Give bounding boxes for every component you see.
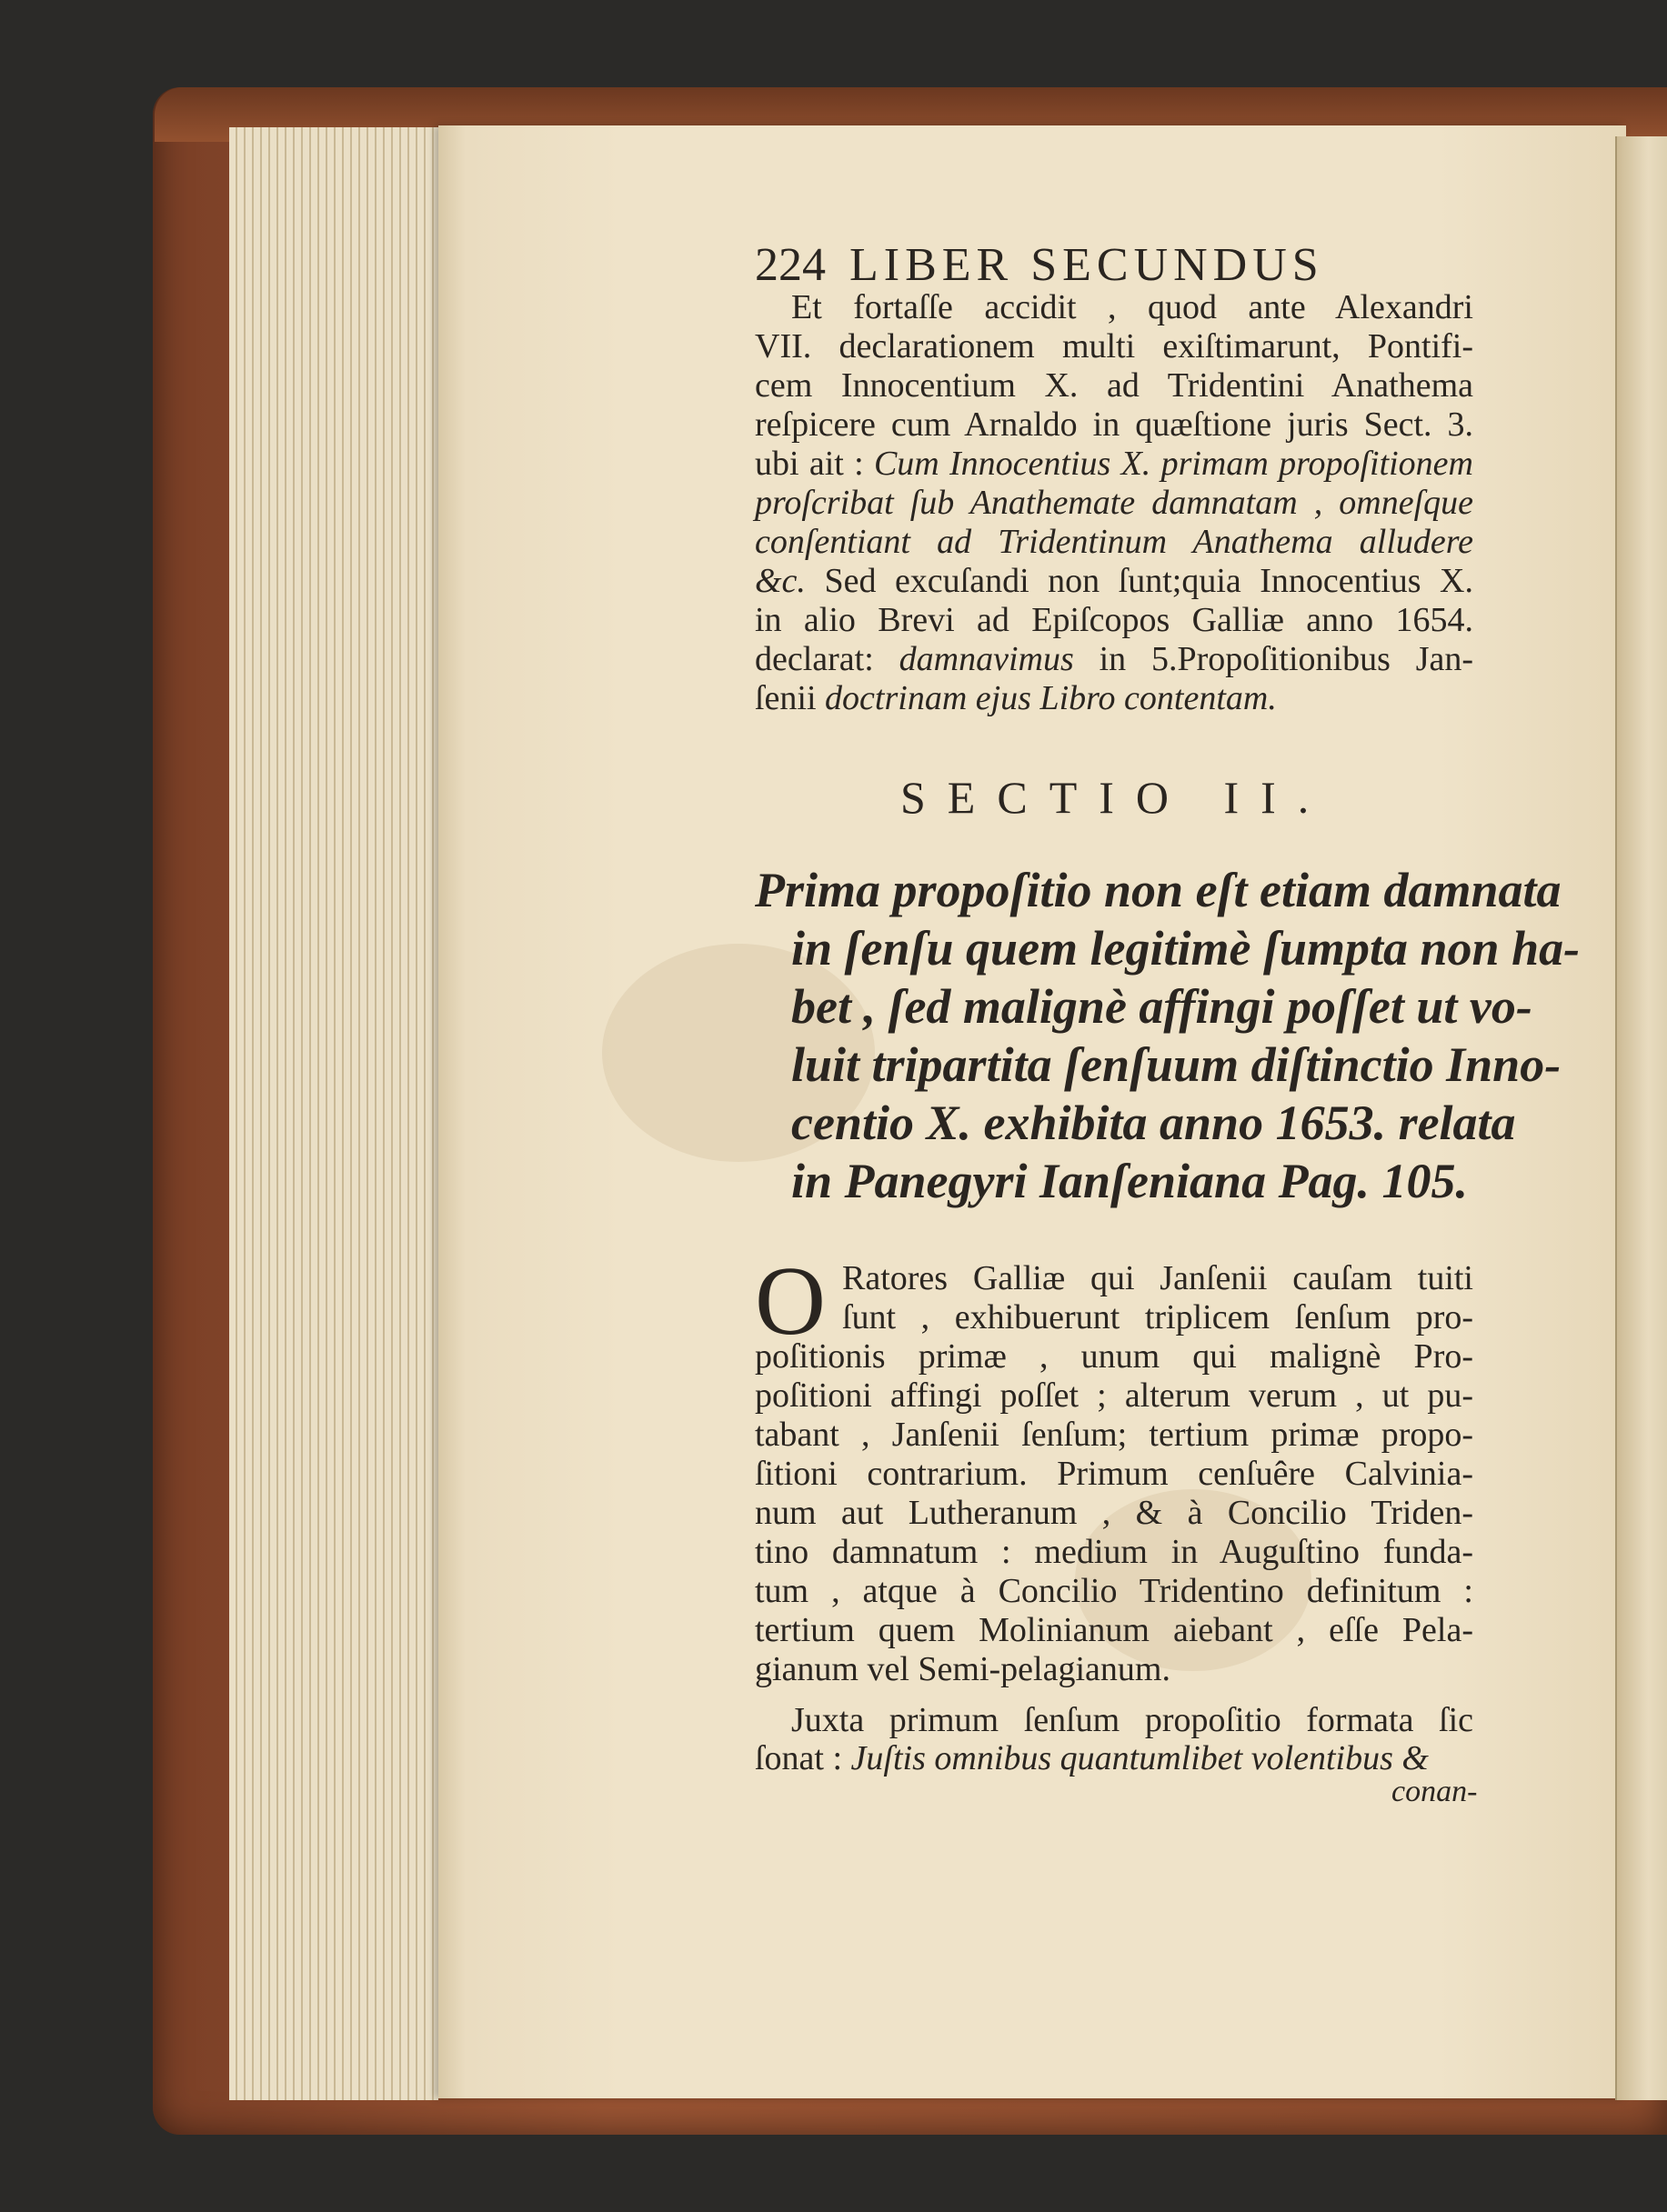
text-segment: doctrinam ejus Libro contentam. xyxy=(825,679,1277,717)
text-line: tino damnatum : medium in Auguſtino funda- xyxy=(755,1533,1473,1571)
text-line xyxy=(755,1738,1473,1778)
text-line xyxy=(755,405,1473,445)
drop-cap: O xyxy=(755,1247,826,1356)
text-line: poſitionis primæ , unum qui malignè Pro- xyxy=(755,1337,1473,1376)
running-header xyxy=(755,238,1324,292)
text-segment: conſentiant ad Tridentinum Anathema alludere xyxy=(755,523,1473,561)
text-segment: damnavimus xyxy=(899,640,1074,678)
text-segment: Sed excuſandi non ſunt;quia Innocentius X. xyxy=(805,562,1473,600)
text-segment: Et fortaſſe accidit , quod ante Alexandri xyxy=(791,288,1473,326)
text-line: Ratores Galliæ qui Janſenii cauſam tuiti xyxy=(842,1259,1473,1297)
text-segment: Juſtis omnibus quantumlibet volentibus & xyxy=(850,1739,1429,1777)
text-line: gianum vel Semi-pelagianum. xyxy=(755,1650,1170,1688)
text-segment: cem Innocentium X. ad Tridentini Anathema xyxy=(755,366,1473,405)
text-line: poſitioni affingi poſſet ; alterum verum , ut pu- xyxy=(755,1376,1473,1415)
heading-line: centio X. exhibita anno 1653. relata xyxy=(791,1096,1516,1150)
text-line xyxy=(755,600,1473,640)
text-line xyxy=(755,287,1473,327)
heading-line: in Panegyri Ianſeniana Pag. 105. xyxy=(791,1154,1469,1208)
running-title: LIBER SECUNDUS xyxy=(849,239,1324,291)
facing-page-edge xyxy=(1615,136,1667,2100)
text-segment: Cum Innocentius X. primam propoſitionem xyxy=(873,445,1473,483)
text-segment: ubi ait : xyxy=(755,445,874,483)
text-line xyxy=(755,1700,1473,1740)
text-line: ſunt , exhibuerunt triplicem ſenſum pro- xyxy=(842,1298,1473,1336)
text-line xyxy=(755,326,1473,366)
text-segment: VII. declarationem multi exiſtimarunt, Pontifi- xyxy=(755,327,1473,365)
text-line: tabant , Janſenii ſenſum; tertium primæ propo- xyxy=(755,1416,1473,1454)
text-segment: in 5.Propoſitionibus Jan- xyxy=(1073,640,1473,678)
text-segment: declarat: xyxy=(755,640,899,678)
text-segment: Juxta primum ſenſum propoſitio formata ſic xyxy=(791,1701,1473,1739)
text-segment: proſcribat ſub Anathemate damnatam , omneſque xyxy=(755,484,1473,522)
text-segment: in alio Brevi ad Epiſcopos Galliæ anno 1654. xyxy=(755,601,1473,639)
text-line xyxy=(755,561,1473,601)
text-segment: reſpicere cum Arnaldo in quæſtione juris Sect. 3. xyxy=(755,405,1473,444)
text-line: num aut Lutheranum , & à Concilio Triden- xyxy=(755,1494,1473,1532)
text-line xyxy=(755,678,1473,718)
text-line: tum , atque à Concilio Tridentino definitum : xyxy=(755,1572,1473,1610)
section-title: SECTIO II. xyxy=(900,772,1331,823)
text-line xyxy=(755,639,1473,679)
heading-line: Prima propoſitio non eſt etiam damnata xyxy=(755,863,1562,917)
text-segment: ſenii xyxy=(755,679,826,717)
text-line xyxy=(755,522,1473,562)
text-segment: ſonat : xyxy=(755,1739,851,1777)
text-line: tertium quem Molinianum aiebant , eſſe Pela- xyxy=(755,1611,1473,1649)
text-line: ſitioni contrarium. Primum cenſuêre Calvinia- xyxy=(755,1455,1473,1493)
heading-line: bet , ſed malignè affingi poſſet ut vo- xyxy=(791,979,1532,1034)
catchword: conan- xyxy=(1391,1775,1478,1808)
heading-line: luit tripartita ſenſuum diſtinctio Inno- xyxy=(791,1037,1562,1092)
text-line xyxy=(755,483,1473,523)
text-segment: &c. xyxy=(755,562,806,600)
heading-line: in ſenſu quem legitimè ſumpta non ha- xyxy=(791,921,1581,976)
page-stack-edges xyxy=(229,127,438,2100)
text-line xyxy=(755,444,1473,484)
text-line xyxy=(755,365,1473,405)
page-number: 224 xyxy=(755,239,826,291)
